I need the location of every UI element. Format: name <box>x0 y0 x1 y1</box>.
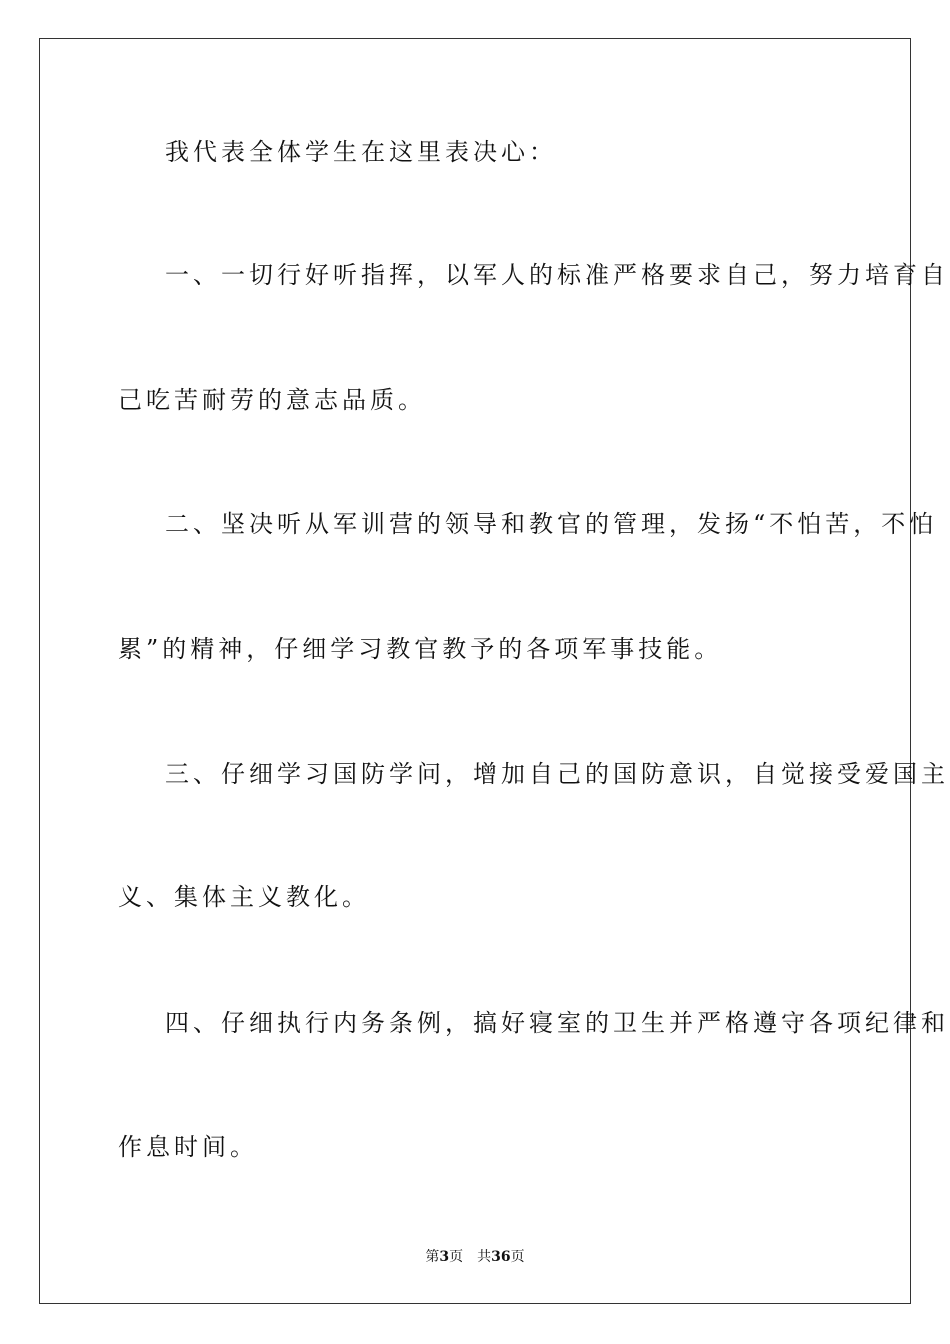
paragraph-three-line-2: 义、集体主义教化。 <box>118 883 370 911</box>
page-footer <box>0 1248 950 1266</box>
total-suffix: 页 <box>510 1249 525 1265</box>
page-suffix: 页 <box>449 1249 464 1265</box>
page-frame <box>39 38 911 1304</box>
paragraph-four-line-2: 作息时间。 <box>118 1133 258 1161</box>
total-prefix: 共 <box>477 1249 492 1265</box>
paragraph-intro: 我代表全体学生在这里表决心： <box>165 138 557 166</box>
page-number: 3 <box>439 1249 450 1265</box>
page-prefix: 第 <box>425 1249 440 1265</box>
paragraph-three-line-1: 三、仔细学习国防学问，增加自己的国防意识，自觉接受爱国主 <box>165 760 949 788</box>
paragraph-one-line-1: 一、一切行好听指挥，以军人的标准严格要求自己，努力培育自 <box>165 261 949 289</box>
total-pages: 36 <box>491 1249 511 1265</box>
paragraph-two-line-1: 二、坚决听从军训营的领导和教官的管理，发扬“不怕苦，不怕 <box>165 510 938 538</box>
paragraph-two-line-2: 累”的精神，仔细学习教官教予的各项军事技能。 <box>118 635 723 663</box>
paragraph-one-line-2: 己吃苦耐劳的意志品质。 <box>118 386 426 414</box>
paragraph-four-line-1: 四、仔细执行内务条例，搞好寝室的卫生并严格遵守各项纪律和 <box>165 1009 949 1037</box>
